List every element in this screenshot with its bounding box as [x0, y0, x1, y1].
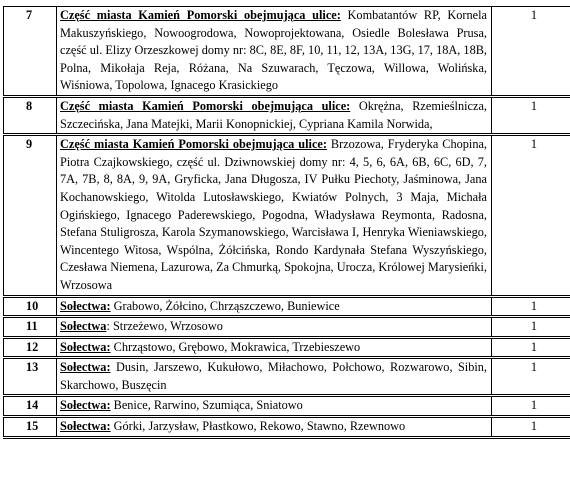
district-description — [57, 317, 492, 338]
area-label: Sołectwa — [60, 319, 107, 334]
table-row — [4, 296, 570, 317]
villages-text: Benice, Rarwino, Szumiąca, Sniatowo — [110, 398, 303, 413]
district-description — [57, 135, 492, 296]
table-row — [4, 417, 570, 438]
villages-text: Chrząstowo, Grębowo, Mokrawica, Trzebieszewo — [110, 339, 361, 354]
area-label: Sołectwa: — [60, 298, 111, 313]
table-row — [4, 96, 570, 134]
seat-count: 1 — [492, 135, 570, 296]
seat-count: 1 — [492, 337, 570, 358]
villages-text: : Strzeżewo, Wrzosowo — [106, 319, 223, 334]
streets-text: Kombatantów RP, Kornela Makuszyńskiego, Nowoogrodowa, Nowoprojektowana, Osiedle Bolesława Prusa, część ul. Elizy Orzeszkowej domy nr: 8C, 8E, 8F, 10, 11, 12, 13A, 13G, 17, 18A, 18B, Polna, Mikołaja Reja, Różana, Na Szuwarach, Tęczowa, Willowa, Wolińska, Wiśniowa, Topolowa, Ignacego Krasickiego — [60, 8, 487, 93]
seat-count: 1 — [492, 296, 570, 317]
villages-text: Grabowo, Żółcino, Chrząszczewo, Buniewice — [110, 298, 340, 313]
area-label: Sołectwa: — [60, 398, 111, 413]
area-label: Część miasta Kamień Pomorski obejmująca ulice: — [60, 8, 341, 22]
area-label: Sołectwa: — [60, 360, 111, 375]
seat-count: 1 — [492, 7, 570, 97]
villages-text: Dusin, Jarszewo, Kukułowo, Miłachowo, Połchowo, Rozwarowo, Sibin, Skarchowo, Buszęcin — [60, 360, 487, 392]
streets-text: Okrężna, Rzemieślnicza, Szczecińska, Jana Matejki, Marii Konopnickiej, Cypriana Kamila Norwida, — [60, 98, 487, 131]
seat-count: 1 — [492, 96, 570, 134]
district-description — [57, 396, 492, 417]
table-row — [4, 135, 570, 296]
seat-count: 1 — [492, 396, 570, 417]
district-number: 7 — [4, 7, 57, 97]
district-description — [57, 296, 492, 317]
seat-count: 1 — [492, 358, 570, 396]
district-number: 9 — [4, 135, 57, 296]
district-number: 12 — [4, 337, 57, 358]
table-row — [4, 317, 570, 338]
table-row — [4, 358, 570, 396]
streets-text: Brzozowa, Fryderyka Chopina, Piotra Czajkowskiego, część ul. Dziwnowskiej domy nr: 4, 5, 6, 6A, 6B, 6C, 6D, 7, 7A, 7B, 8, 8A, 9, 9A, Gryficka, Jana Długosza, IV Pułku Piechoty, Jaśminowa, Jana Kochanowskiego, Witolda Lutosławskiego, Kwiatów Polnych, 3 Maja, Michała Ogińskiego, Ignacego Paderewskiego, Pogodna, Władysława Reymonta, Radosna, Stefana Stuligrosza, Karola Szymanowskiego, Warcisława I, Henryka Wieniawskiego, Wincentego Witosa, Wspólna, Żółcińska, Rondo Kardynała Stefana Wyszyńskiego, Czesława Niemena, Lazurowa, Za Chmurką, Spokojna, Urocza, Królowej Marysieńki, Wrzosowa — [60, 137, 487, 292]
district-number: 11 — [4, 317, 57, 338]
area-label: Część miasta Kamień Pomorski obejmująca ulice: — [60, 98, 351, 113]
district-number: 13 — [4, 358, 57, 396]
seat-count: 1 — [492, 317, 570, 338]
district-number: 8 — [4, 96, 57, 134]
district-description — [57, 96, 492, 134]
district-number: 15 — [4, 417, 57, 438]
district-description — [57, 417, 492, 438]
district-number: 10 — [4, 296, 57, 317]
districts-table — [3, 6, 570, 439]
area-label: Sołectwa: — [60, 419, 111, 434]
table-row — [4, 7, 570, 97]
district-number: 14 — [4, 396, 57, 417]
seat-count: 1 — [492, 417, 570, 438]
district-description — [57, 358, 492, 396]
villages-text: Górki, Jarzysław, Płastkowo, Rekowo, Stawno, Rzewnowo — [110, 419, 406, 434]
area-label: Część miasta Kamień Pomorski obejmująca ulice: — [60, 137, 327, 152]
table-row — [4, 337, 570, 358]
table-row — [4, 396, 570, 417]
area-label: Sołectwa: — [60, 339, 111, 354]
district-description — [57, 337, 492, 358]
district-description — [57, 7, 492, 97]
